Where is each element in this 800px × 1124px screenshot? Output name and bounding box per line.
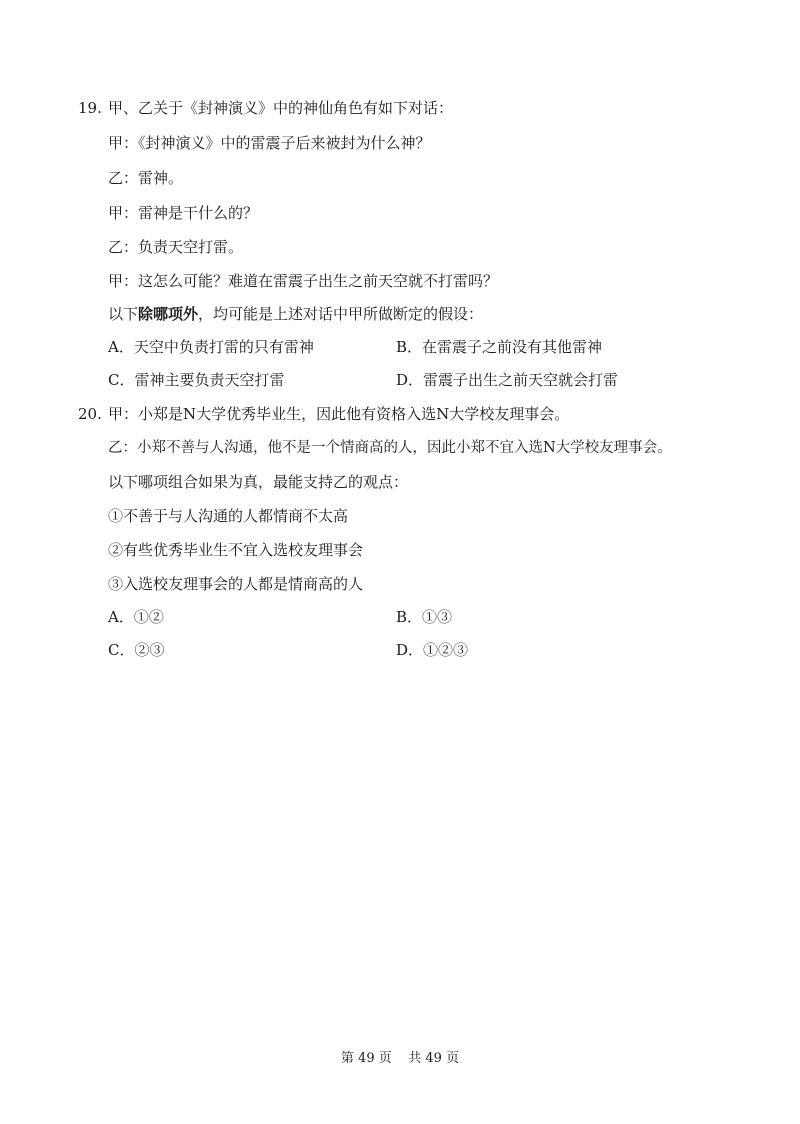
question-20-number: 20.: [78, 405, 102, 423]
question-20-option-d: D．①②③: [396, 641, 469, 659]
question-20-option-a: A．①②: [108, 608, 164, 626]
question-20-statement-2: ②有些优秀毕业生不宜入选校友理事会: [108, 541, 364, 559]
question-19-prompt-suffix: ，均可能是上述对话中甲所做断定的假设：: [198, 305, 484, 323]
question-19-dialogue-line: 甲：雷神是干什么的？: [108, 204, 259, 222]
question-19-dialogue-line: 乙：雷神。: [108, 169, 184, 187]
question-19-dialogue-line: 乙：负责天空打雷。: [108, 238, 244, 256]
question-20-dialogue-line: 乙：小郑不善与人沟通，他不是一个情商高的人，因此小郑不宜入选N大学校友理事会。: [108, 440, 672, 456]
question-19-option-a: A．天空中负责打雷的只有雷神: [108, 338, 314, 356]
question-20-option-c: C．②③: [108, 641, 165, 659]
question-20-stem: 甲：小郑是N大学优秀毕业生，因此他有资格入选N大学校友理事会。: [108, 405, 570, 423]
question-19-stem: 甲、乙关于《封神演义》中的神仙角色有如下对话：: [108, 99, 454, 117]
question-19-prompt: [108, 304, 483, 324]
question-20-statement-3: ③入选校友理事会的人都是情商高的人: [108, 575, 364, 593]
question-20-option-b: B．①③: [396, 608, 453, 626]
question-19-option-b: B．在雷震子之前没有其他雷神: [396, 338, 603, 356]
question-20-prompt: 以下哪项组合如果为真，最能支持乙的观点：: [108, 473, 409, 491]
question-19-dialogue-line: 甲：这怎么可能？难道在雷震子出生之前天空就不打雷吗？: [108, 272, 499, 290]
question-19-prompt-emphasis: 除哪项外: [138, 305, 199, 323]
question-19-number: 19.: [78, 99, 102, 117]
question-19-prompt-prefix: 以下: [108, 305, 139, 323]
question-19-option-c: C．雷神主要负责天空打雷: [108, 371, 285, 389]
question-19-dialogue-line: 甲：《封神演义》中的雷震子后来被封为什么神？: [108, 134, 431, 152]
question-19-option-d: D．雷震子出生之前天空就会打雷: [396, 371, 619, 389]
question-20-statement-1: ①不善于与人沟通的人都情商不太高: [108, 507, 349, 525]
page-footer: 第 49 页 共 49 页: [340, 1051, 460, 1066]
